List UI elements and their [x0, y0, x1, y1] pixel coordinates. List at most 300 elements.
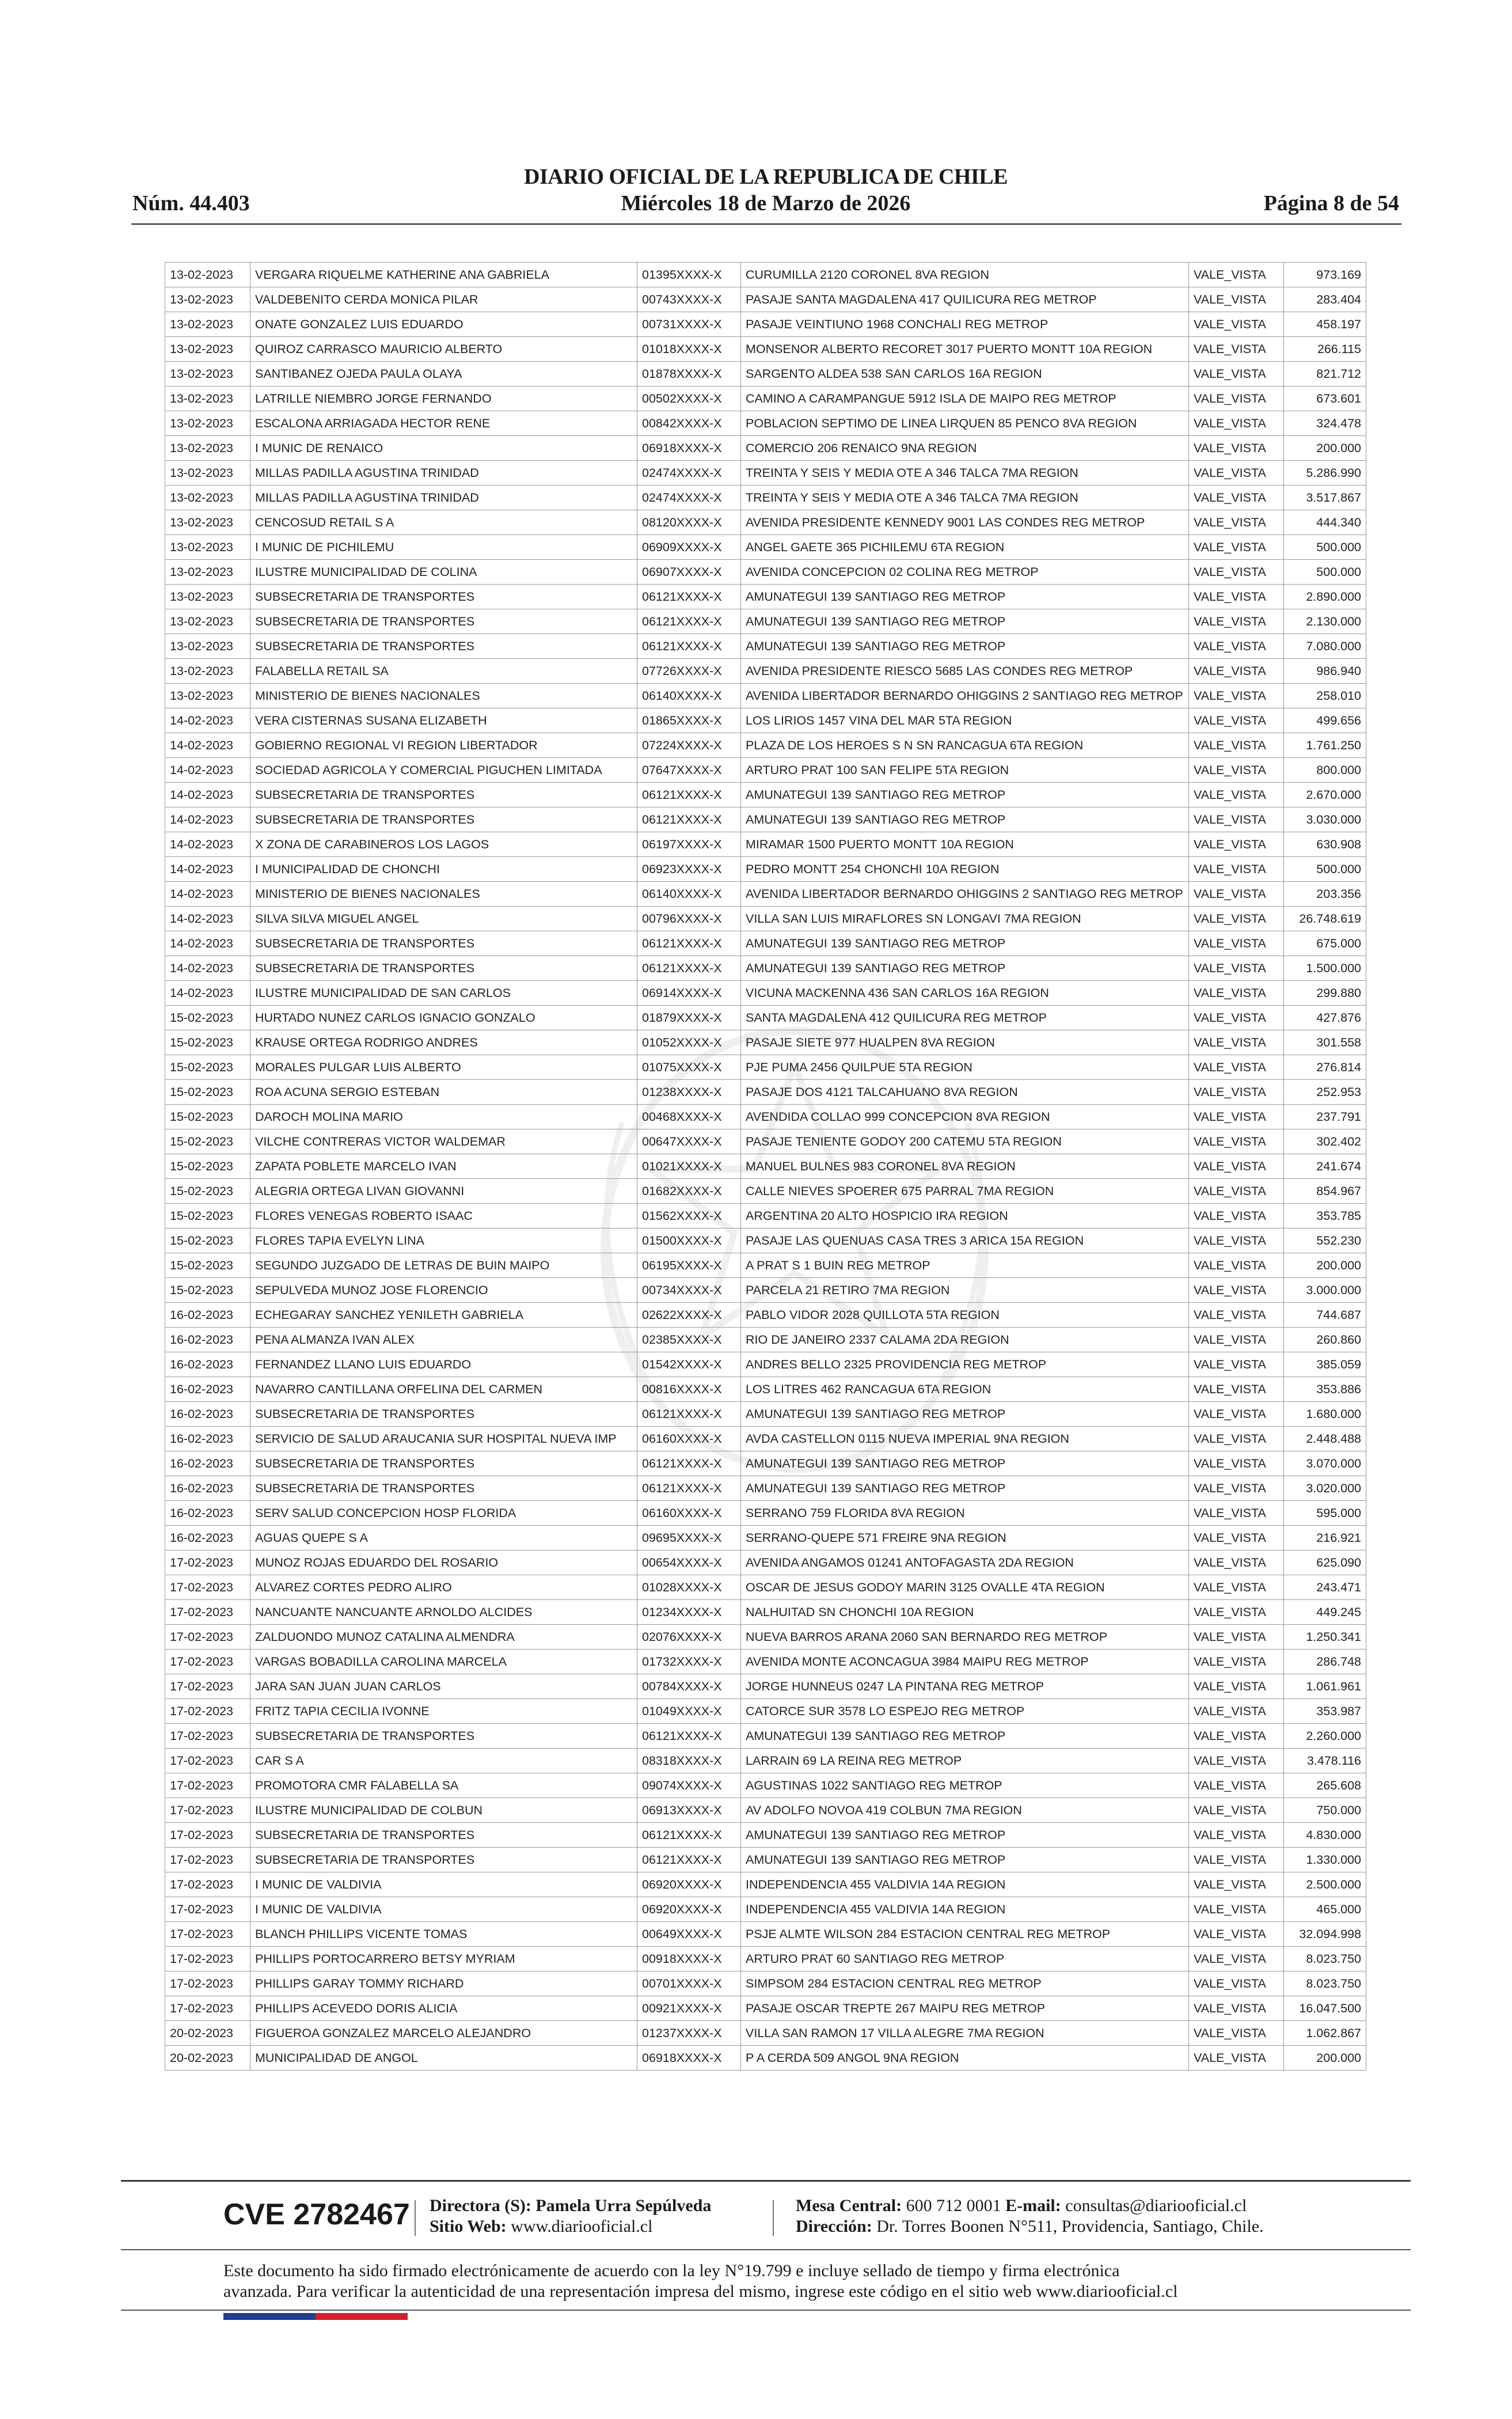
payment-type-cell: VALE_VISTA — [1189, 1724, 1284, 1749]
payment-type-cell: VALE_VISTA — [1189, 634, 1284, 659]
date-cell: 17-02-2023 — [165, 1550, 250, 1575]
rut-cell: 06121XXXX-X — [637, 1848, 741, 1872]
payment-type-cell: VALE_VISTA — [1189, 263, 1284, 287]
name-cell: X ZONA DE CARABINEROS LOS LAGOS — [250, 832, 637, 857]
payment-type-cell: VALE_VISTA — [1189, 1129, 1284, 1154]
amount-cell: 458.197 — [1284, 312, 1366, 337]
address-cell: MONSENOR ALBERTO RECORET 3017 PUERTO MONTT 10A REGION — [741, 337, 1189, 362]
address-cell: SERRANO-QUEPE 571 FREIRE 9NA REGION — [741, 1526, 1189, 1550]
amount-cell: 750.000 — [1284, 1798, 1366, 1823]
date-cell: 15-02-2023 — [165, 1278, 250, 1303]
table-row — [165, 1823, 1366, 1848]
rut-cell: 01018XXXX-X — [637, 337, 741, 362]
table-row — [165, 1872, 1366, 1897]
table-body — [165, 263, 1366, 2071]
table-row — [165, 1278, 1366, 1303]
payment-type-cell: VALE_VISTA — [1189, 560, 1284, 585]
table-row — [165, 1575, 1366, 1600]
date-cell: 15-02-2023 — [165, 1006, 250, 1030]
email-label: E-mail: — [1005, 2196, 1061, 2215]
rut-cell: 06121XXXX-X — [637, 1451, 741, 1476]
address-cell: VILLA SAN LUIS MIRAFLORES SN LONGAVI 7MA REGION — [741, 907, 1189, 931]
date-cell: 17-02-2023 — [165, 1897, 250, 1922]
name-cell: PROMOTORA CMR FALABELLA SA — [250, 1773, 637, 1798]
web-link[interactable]: www.diariooficial.cl — [511, 2217, 653, 2236]
rut-cell: 00796XXXX-X — [637, 907, 741, 931]
rut-cell: 01238XXXX-X — [637, 1080, 741, 1105]
date-cell: 16-02-2023 — [165, 1501, 250, 1526]
payment-type-cell: VALE_VISTA — [1189, 1006, 1284, 1030]
date-cell: 13-02-2023 — [165, 510, 250, 535]
amount-cell: 353.987 — [1284, 1699, 1366, 1724]
name-cell: VERA CISTERNAS SUSANA ELIZABETH — [250, 708, 637, 733]
table-row — [165, 882, 1366, 907]
rut-cell: 06918XXXX-X — [637, 436, 741, 461]
address-cell: AMUNATEGUI 139 SANTIAGO REG METROP — [741, 807, 1189, 832]
payment-type-cell: VALE_VISTA — [1189, 956, 1284, 981]
amount-cell: 3.030.000 — [1284, 807, 1366, 832]
table-row — [165, 634, 1366, 659]
rut-cell: 06913XXXX-X — [637, 1798, 741, 1823]
page-header — [132, 158, 1399, 222]
payment-type-cell: VALE_VISTA — [1189, 1872, 1284, 1897]
amount-cell: 500.000 — [1284, 560, 1366, 585]
payment-type-cell: VALE_VISTA — [1189, 1749, 1284, 1773]
address-cell: PJE PUMA 2456 QUILPUE 5TA REGION — [741, 1055, 1189, 1080]
name-cell: FIGUEROA GONZALEZ MARCELO ALEJANDRO — [250, 2021, 637, 2046]
date-cell: 17-02-2023 — [165, 1872, 250, 1897]
rut-cell: 00842XXXX-X — [637, 411, 741, 436]
name-cell: ECHEGARAY SANCHEZ YENILETH GABRIELA — [250, 1303, 637, 1328]
payment-type-cell: VALE_VISTA — [1189, 1278, 1284, 1303]
amount-cell: 744.687 — [1284, 1303, 1366, 1328]
name-cell: DAROCH MOLINA MARIO — [250, 1105, 637, 1129]
date-cell: 17-02-2023 — [165, 1575, 250, 1600]
payment-type-cell: VALE_VISTA — [1189, 1377, 1284, 1402]
address-cell: A PRAT S 1 BUIN REG METROP — [741, 1253, 1189, 1278]
table-row — [165, 1749, 1366, 1773]
name-cell: SUBSECRETARIA DE TRANSPORTES — [250, 807, 637, 832]
date-cell: 15-02-2023 — [165, 1055, 250, 1080]
table-row — [165, 1129, 1366, 1154]
address-cell: PLAZA DE LOS HEROES S N SN RANCAGUA 6TA REGION — [741, 733, 1189, 758]
table-row — [165, 510, 1366, 535]
name-cell: ONATE GONZALEZ LUIS EDUARDO — [250, 312, 637, 337]
date-cell: 17-02-2023 — [165, 1798, 250, 1823]
date-cell: 13-02-2023 — [165, 634, 250, 659]
amount-cell: 203.356 — [1284, 882, 1366, 907]
rut-cell: 06907XXXX-X — [637, 560, 741, 585]
rut-cell: 08120XXXX-X — [637, 510, 741, 535]
name-cell: NAVARRO CANTILLANA ORFELINA DEL CARMEN — [250, 1377, 637, 1402]
payment-type-cell: VALE_VISTA — [1189, 981, 1284, 1006]
address-cell: AVENIDA MONTE ACONCAGUA 3984 MAIPU REG METROP — [741, 1650, 1189, 1674]
date-cell: 13-02-2023 — [165, 287, 250, 312]
payment-type-cell: VALE_VISTA — [1189, 1575, 1284, 1600]
footer-separator — [773, 2200, 774, 2236]
name-cell: ZAPATA POBLETE MARCELO IVAN — [250, 1154, 637, 1179]
rut-cell: 01052XXXX-X — [637, 1030, 741, 1055]
address-cell: POBLACION SEPTIMO DE LINEA LIRQUEN 85 PENCO 8VA REGION — [741, 411, 1189, 436]
name-cell: SERV SALUD CONCEPCION HOSP FLORIDA — [250, 1501, 637, 1526]
address-cell: PASAJE SIETE 977 HUALPEN 8VA REGION — [741, 1030, 1189, 1055]
amount-cell: 16.047.500 — [1284, 1996, 1366, 2021]
name-cell: SUBSECRETARIA DE TRANSPORTES — [250, 1476, 637, 1501]
table-row — [165, 486, 1366, 510]
web-label: Sitio Web: — [430, 2217, 507, 2236]
name-cell: GOBIERNO REGIONAL VI REGION LIBERTADOR — [250, 733, 637, 758]
rut-cell: 09695XXXX-X — [637, 1526, 741, 1550]
payment-type-cell: VALE_VISTA — [1189, 1253, 1284, 1278]
payment-type-cell: VALE_VISTA — [1189, 1402, 1284, 1427]
payment-type-cell: VALE_VISTA — [1189, 857, 1284, 882]
address-cell: MIRAMAR 1500 PUERTO MONTT 10A REGION — [741, 832, 1189, 857]
rut-cell: 01879XXXX-X — [637, 1006, 741, 1030]
date-cell: 14-02-2023 — [165, 907, 250, 931]
address-value: Dr. Torres Boonen N°511, Providencia, Santiago, Chile. — [876, 2217, 1264, 2236]
address-cell: PASAJE OSCAR TREPTE 267 MAIPU REG METROP — [741, 1996, 1189, 2021]
amount-cell: 8.023.750 — [1284, 1947, 1366, 1971]
rut-cell: 01500XXXX-X — [637, 1229, 741, 1253]
name-cell: SUBSECRETARIA DE TRANSPORTES — [250, 585, 637, 609]
rut-cell: 07647XXXX-X — [637, 758, 741, 783]
name-cell: SERVICIO DE SALUD ARAUCANIA SUR HOSPITAL NUEVA IMP — [250, 1427, 637, 1451]
name-cell: FERNANDEZ LLANO LUIS EDUARDO — [250, 1352, 637, 1377]
date-cell: 14-02-2023 — [165, 783, 250, 807]
amount-cell: 821.712 — [1284, 362, 1366, 386]
payment-type-cell: VALE_VISTA — [1189, 1922, 1284, 1947]
name-cell: SUBSECRETARIA DE TRANSPORTES — [250, 783, 637, 807]
flag-stripe-red — [316, 2313, 408, 2320]
rut-cell: 00743XXXX-X — [637, 287, 741, 312]
address-cell: INDEPENDENCIA 455 VALDIVIA 14A REGION — [741, 1872, 1189, 1897]
address-cell: PSJE ALMTE WILSON 284 ESTACION CENTRAL REG METROP — [741, 1922, 1189, 1947]
date-cell: 14-02-2023 — [165, 857, 250, 882]
amount-cell: 5.286.990 — [1284, 461, 1366, 486]
amount-cell: 258.010 — [1284, 684, 1366, 708]
table-row — [165, 585, 1366, 609]
date-cell: 14-02-2023 — [165, 733, 250, 758]
address-cell: AMUNATEGUI 139 SANTIAGO REG METROP — [741, 931, 1189, 956]
table-row — [165, 1996, 1366, 2021]
payment-type-cell: VALE_VISTA — [1189, 1947, 1284, 1971]
rut-cell: 00701XXXX-X — [637, 1971, 741, 1996]
name-cell: FLORES TAPIA EVELYN LINA — [250, 1229, 637, 1253]
table-row — [165, 659, 1366, 684]
address-cell: NUEVA BARROS ARANA 2060 SAN BERNARDO REG METROP — [741, 1625, 1189, 1650]
table-row — [165, 807, 1366, 832]
table-row — [165, 758, 1366, 783]
address-cell: SARGENTO ALDEA 538 SAN CARLOS 16A REGION — [741, 362, 1189, 386]
date-cell: 17-02-2023 — [165, 1823, 250, 1848]
rut-cell: 01682XXXX-X — [637, 1179, 741, 1204]
table-row — [165, 1550, 1366, 1575]
rut-cell: 00734XXXX-X — [637, 1278, 741, 1303]
rut-cell: 06923XXXX-X — [637, 857, 741, 882]
address-cell: AMUNATEGUI 139 SANTIAGO REG METROP — [741, 1823, 1189, 1848]
rut-cell: 06121XXXX-X — [637, 1476, 741, 1501]
amount-cell: 673.601 — [1284, 386, 1366, 411]
address-cell: NALHUITAD SN CHONCHI 10A REGION — [741, 1600, 1189, 1625]
rut-cell: 01021XXXX-X — [637, 1154, 741, 1179]
table-row — [165, 535, 1366, 560]
date-cell: 17-02-2023 — [165, 1650, 250, 1674]
table-row — [165, 436, 1366, 461]
address-cell: PEDRO MONTT 254 CHONCHI 10A REGION — [741, 857, 1189, 882]
name-cell: ALVAREZ CORTES PEDRO ALIRO — [250, 1575, 637, 1600]
payment-type-cell: VALE_VISTA — [1189, 1674, 1284, 1699]
amount-cell: 7.080.000 — [1284, 634, 1366, 659]
table-row — [165, 907, 1366, 931]
issue-number: Núm. 44.403 — [132, 191, 250, 215]
rut-cell: 06121XXXX-X — [637, 1724, 741, 1749]
amount-cell: 301.558 — [1284, 1030, 1366, 1055]
date-cell: 16-02-2023 — [165, 1526, 250, 1550]
rut-cell: 00921XXXX-X — [637, 1996, 741, 2021]
table-row — [165, 560, 1366, 585]
amount-cell: 499.656 — [1284, 708, 1366, 733]
date-cell: 13-02-2023 — [165, 461, 250, 486]
rut-cell: 00649XXXX-X — [637, 1922, 741, 1947]
amount-cell: 241.674 — [1284, 1154, 1366, 1179]
header-divider — [131, 223, 1401, 225]
name-cell: VARGAS BOBADILLA CAROLINA MARCELA — [250, 1650, 637, 1674]
amount-cell: 973.169 — [1284, 263, 1366, 287]
name-cell: FALABELLA RETAIL SA — [250, 659, 637, 684]
amount-cell: 3.070.000 — [1284, 1451, 1366, 1476]
rut-cell: 01562XXXX-X — [637, 1204, 741, 1229]
rut-cell: 00468XXXX-X — [637, 1105, 741, 1129]
table-row — [165, 1897, 1366, 1922]
date-cell: 14-02-2023 — [165, 931, 250, 956]
address-cell: AVENIDA PRESIDENTE RIESCO 5685 LAS CONDES REG METROP — [741, 659, 1189, 684]
amount-cell: 1.761.250 — [1284, 733, 1366, 758]
address-cell: CATORCE SUR 3578 LO ESPEJO REG METROP — [741, 1699, 1189, 1724]
name-cell: SUBSECRETARIA DE TRANSPORTES — [250, 1823, 637, 1848]
amount-cell: 324.478 — [1284, 411, 1366, 436]
rut-cell: 02385XXXX-X — [637, 1328, 741, 1352]
rut-cell: 06918XXXX-X — [637, 2046, 741, 2071]
footer-divider-middle — [121, 2249, 1411, 2250]
address-cell: AV ADOLFO NOVOA 419 COLBUN 7MA REGION — [741, 1798, 1189, 1823]
date-cell: 14-02-2023 — [165, 981, 250, 1006]
table-row — [165, 1179, 1366, 1204]
table-row — [165, 832, 1366, 857]
address-cell: AVENIDA CONCEPCION 02 COLINA REG METROP — [741, 560, 1189, 585]
rut-cell: 02622XXXX-X — [637, 1303, 741, 1328]
name-cell: SUBSECRETARIA DE TRANSPORTES — [250, 1724, 637, 1749]
payment-type-cell: VALE_VISTA — [1189, 1328, 1284, 1352]
name-cell: SUBSECRETARIA DE TRANSPORTES — [250, 634, 637, 659]
table-row — [165, 461, 1366, 486]
rut-cell: 06121XXXX-X — [637, 1823, 741, 1848]
address-cell: ARTURO PRAT 100 SAN FELIPE 5TA REGION — [741, 758, 1189, 783]
flag-stripe-blue — [223, 2313, 316, 2320]
amount-cell: 265.608 — [1284, 1773, 1366, 1798]
rut-cell: 02474XXXX-X — [637, 486, 741, 510]
issue-date: Miércoles 18 de Marzo de 2026 — [621, 191, 911, 215]
date-cell: 16-02-2023 — [165, 1377, 250, 1402]
director-name: Pamela Urra Sepúlveda — [535, 2196, 712, 2215]
table-row — [165, 1724, 1366, 1749]
address-cell: AVENIDA ANGAMOS 01241 ANTOFAGASTA 2DA REGION — [741, 1550, 1189, 1575]
payment-type-cell: VALE_VISTA — [1189, 2021, 1284, 2046]
date-cell: 17-02-2023 — [165, 1947, 250, 1971]
address-cell: AVENIDA PRESIDENTE KENNEDY 9001 LAS CONDES REG METROP — [741, 510, 1189, 535]
table-row — [165, 708, 1366, 733]
rut-cell: 02474XXXX-X — [637, 461, 741, 486]
name-cell: LATRILLE NIEMBRO JORGE FERNANDO — [250, 386, 637, 411]
payment-type-cell: VALE_VISTA — [1189, 1476, 1284, 1501]
payment-type-cell: VALE_VISTA — [1189, 1798, 1284, 1823]
table-row — [165, 1030, 1366, 1055]
name-cell: SANTIBANEZ OJEDA PAULA OLAYA — [250, 362, 637, 386]
payment-type-cell: VALE_VISTA — [1189, 758, 1284, 783]
table-row — [165, 1798, 1366, 1823]
director-label: Directora (S): — [430, 2196, 531, 2215]
table-row — [165, 1526, 1366, 1550]
rut-cell: 01237XXXX-X — [637, 2021, 741, 2046]
payment-type-cell: VALE_VISTA — [1189, 1427, 1284, 1451]
date-cell: 16-02-2023 — [165, 1303, 250, 1328]
email-link[interactable]: consultas@diariooficial.cl — [1065, 2196, 1247, 2215]
table-row — [165, 1253, 1366, 1278]
payment-type-cell: VALE_VISTA — [1189, 708, 1284, 733]
table-row — [165, 931, 1366, 956]
amount-cell: 2.130.000 — [1284, 609, 1366, 634]
date-cell: 14-02-2023 — [165, 882, 250, 907]
address-cell: PASAJE TENIENTE GODOY 200 CATEMU 5TA REGION — [741, 1129, 1189, 1154]
address-cell: INDEPENDENCIA 455 VALDIVIA 14A REGION — [741, 1897, 1189, 1922]
amount-cell: 200.000 — [1284, 436, 1366, 461]
rut-cell: 06914XXXX-X — [637, 981, 741, 1006]
rut-cell: 00502XXXX-X — [637, 386, 741, 411]
payment-type-cell: VALE_VISTA — [1189, 1897, 1284, 1922]
table-row — [165, 733, 1366, 758]
name-cell: ALEGRIA ORTEGA LIVAN GIOVANNI — [250, 1179, 637, 1204]
date-cell: 16-02-2023 — [165, 1476, 250, 1501]
amount-cell: 1.330.000 — [1284, 1848, 1366, 1872]
payment-type-cell: VALE_VISTA — [1189, 1848, 1284, 1872]
table-row — [165, 981, 1366, 1006]
name-cell: SEGUNDO JUZGADO DE LETRAS DE BUIN MAIPO — [250, 1253, 637, 1278]
payment-type-cell: VALE_VISTA — [1189, 1055, 1284, 1080]
amount-cell: 625.090 — [1284, 1550, 1366, 1575]
rut-cell: 06140XXXX-X — [637, 684, 741, 708]
amount-cell: 552.230 — [1284, 1229, 1366, 1253]
rut-cell: 06920XXXX-X — [637, 1897, 741, 1922]
table-row — [165, 337, 1366, 362]
payment-type-cell: VALE_VISTA — [1189, 362, 1284, 386]
address-cell: PASAJE VEINTIUNO 1968 CONCHALI REG METROP — [741, 312, 1189, 337]
rut-cell: 00784XXXX-X — [637, 1674, 741, 1699]
date-cell: 13-02-2023 — [165, 560, 250, 585]
payment-type-cell: VALE_VISTA — [1189, 1080, 1284, 1105]
amount-cell: 2.500.000 — [1284, 1872, 1366, 1897]
table-row — [165, 1674, 1366, 1699]
address-cell: AMUNATEGUI 139 SANTIAGO REG METROP — [741, 634, 1189, 659]
payment-type-cell: VALE_VISTA — [1189, 1030, 1284, 1055]
payment-type-cell: VALE_VISTA — [1189, 1154, 1284, 1179]
name-cell: I MUNIC DE RENAICO — [250, 436, 637, 461]
rut-cell: 06160XXXX-X — [637, 1427, 741, 1451]
payment-type-cell: VALE_VISTA — [1189, 2046, 1284, 2071]
amount-cell: 3.478.116 — [1284, 1749, 1366, 1773]
payment-type-cell: VALE_VISTA — [1189, 1823, 1284, 1848]
amount-cell: 286.748 — [1284, 1650, 1366, 1674]
table-row — [165, 362, 1366, 386]
amount-cell: 8.023.750 — [1284, 1971, 1366, 1996]
amount-cell: 266.115 — [1284, 337, 1366, 362]
table-row — [165, 1402, 1366, 1427]
name-cell: BLANCH PHILLIPS VICENTE TOMAS — [250, 1922, 637, 1947]
address-cell: PABLO VIDOR 2028 QUILLOTA 5TA REGION — [741, 1303, 1189, 1328]
table-row — [165, 1105, 1366, 1129]
date-cell: 13-02-2023 — [165, 609, 250, 634]
amount-cell: 444.340 — [1284, 510, 1366, 535]
table-row — [165, 1080, 1366, 1105]
phone-label: Mesa Central: — [796, 2196, 902, 2215]
table-row — [165, 783, 1366, 807]
date-cell: 20-02-2023 — [165, 2046, 250, 2071]
footer-director-block — [430, 2196, 711, 2237]
phone-value: 600 712 0001 — [906, 2196, 1001, 2215]
amount-cell: 3.000.000 — [1284, 1278, 1366, 1303]
address-cell: VILLA SAN RAMON 17 VILLA ALEGRE 7MA REGION — [741, 2021, 1189, 2046]
amount-cell: 2.890.000 — [1284, 585, 1366, 609]
name-cell: VALDEBENITO CERDA MONICA PILAR — [250, 287, 637, 312]
name-cell: JARA SAN JUAN JUAN CARLOS — [250, 1674, 637, 1699]
payment-type-cell: VALE_VISTA — [1189, 931, 1284, 956]
rut-cell: 06121XXXX-X — [637, 609, 741, 634]
address-cell: ANDRES BELLO 2325 PROVIDENCIA REG METROP — [741, 1352, 1189, 1377]
payment-type-cell: VALE_VISTA — [1189, 1625, 1284, 1650]
address-cell: COMERCIO 206 RENAICO 9NA REGION — [741, 436, 1189, 461]
name-cell: HURTADO NUNEZ CARLOS IGNACIO GONZALO — [250, 1006, 637, 1030]
address-cell: AVENIDA LIBERTADOR BERNARDO OHIGGINS 2 SANTIAGO REG METROP — [741, 882, 1189, 907]
payment-type-cell: VALE_VISTA — [1189, 510, 1284, 535]
address-cell: AMUNATEGUI 139 SANTIAGO REG METROP — [741, 1724, 1189, 1749]
date-cell: 17-02-2023 — [165, 1848, 250, 1872]
address-cell: ARGENTINA 20 ALTO HOSPICIO IRA REGION — [741, 1204, 1189, 1229]
payment-type-cell: VALE_VISTA — [1189, 1352, 1284, 1377]
date-cell: 13-02-2023 — [165, 684, 250, 708]
name-cell: CAR S A — [250, 1749, 637, 1773]
payment-type-cell: VALE_VISTA — [1189, 1550, 1284, 1575]
amount-cell: 2.670.000 — [1284, 783, 1366, 807]
date-cell: 16-02-2023 — [165, 1352, 250, 1377]
rut-cell: 01028XXXX-X — [637, 1575, 741, 1600]
table-row — [165, 2046, 1366, 2071]
payment-type-cell: VALE_VISTA — [1189, 1526, 1284, 1550]
payment-type-cell: VALE_VISTA — [1189, 832, 1284, 857]
date-cell: 14-02-2023 — [165, 708, 250, 733]
date-cell: 16-02-2023 — [165, 1328, 250, 1352]
rut-cell: 06121XXXX-X — [637, 783, 741, 807]
payment-type-cell: VALE_VISTA — [1189, 1501, 1284, 1526]
payment-type-cell: VALE_VISTA — [1189, 486, 1284, 510]
address-cell: AMUNATEGUI 139 SANTIAGO REG METROP — [741, 585, 1189, 609]
amount-cell: 675.000 — [1284, 931, 1366, 956]
name-cell: SUBSECRETARIA DE TRANSPORTES — [250, 1848, 637, 1872]
rut-cell: 01075XXXX-X — [637, 1055, 741, 1080]
amount-cell: 353.785 — [1284, 1204, 1366, 1229]
date-cell: 17-02-2023 — [165, 1625, 250, 1650]
name-cell: SUBSECRETARIA DE TRANSPORTES — [250, 609, 637, 634]
rut-cell: 01878XXXX-X — [637, 362, 741, 386]
name-cell: ROA ACUNA SERGIO ESTEBAN — [250, 1080, 637, 1105]
name-cell: I MUNIC DE VALDIVIA — [250, 1897, 637, 1922]
